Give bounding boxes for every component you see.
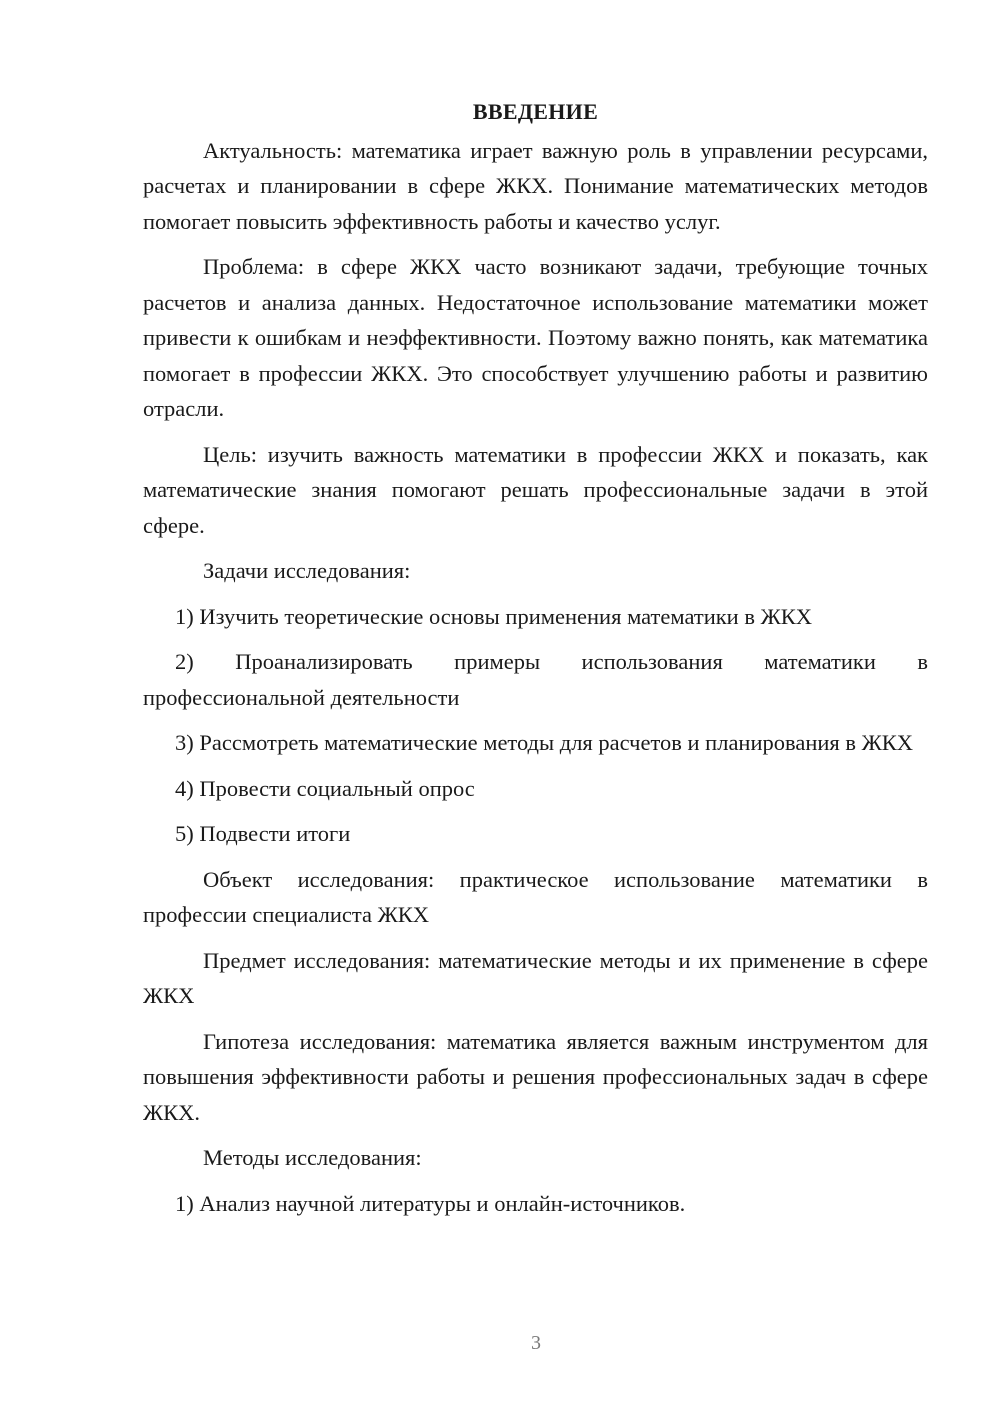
method-item: 1) Анализ научной литературы и онлайн-источников. (175, 1190, 686, 1216)
paragraph-relevance: Актуальность: математика играет важную роль в управлении ресурсами, расчетах и планировании в сфере ЖКХ. Понимание математических методов помогает повысить эффективность работы и качество услуг. (143, 137, 928, 234)
task-item: 1) Изучить теоретические основы применения математики в ЖКХ (175, 603, 812, 629)
paragraph-goal: Цель: изучить важность математики в профессии ЖКХ и показать, как математические знания помогают решать профессиональные задачи в этой сфере. (143, 441, 928, 538)
paragraph-object: Объект исследования: практическое использование математики в профессии специалиста ЖКХ (143, 866, 928, 927)
paragraph-tasks-heading: Задачи исследования: (203, 558, 411, 583)
page-content (143, 94, 928, 1231)
paragraph-hypothesis: Гипотеза исследования: математика является важным инструментом для повышения эффективности работы и решения профессиональных задач в сфере ЖКХ. (143, 1028, 928, 1125)
task-item: 5) Подвести итоги (175, 821, 351, 846)
paragraph-methods-heading: Методы исследования: (203, 1145, 422, 1170)
task-item: 3) Рассмотреть математические методы для расчетов и планирования в ЖКХ (175, 730, 914, 755)
paragraph-subject: Предмет исследования: математические методы и их применение в сфере ЖКХ (143, 947, 928, 1008)
task-item: 2) Проанализировать примеры использования математики в профессиональной деятельности (143, 649, 928, 710)
task-item: 4) Провести социальный опрос (175, 775, 475, 801)
paragraph-problem: Проблема: в сфере ЖКХ часто возникают задачи, требующие точных расчетов и анализа данных. Недостаточное использование математики может привести к ошибкам и неэффективности. Поэтому важно понять, как математика помогает в профессии ЖКХ. Это способствует улучшению работы и развитию отрасли. (143, 254, 928, 421)
page-number: 3 (531, 1332, 541, 1354)
section-title: ВВЕДЕНИЕ (472, 99, 599, 124)
